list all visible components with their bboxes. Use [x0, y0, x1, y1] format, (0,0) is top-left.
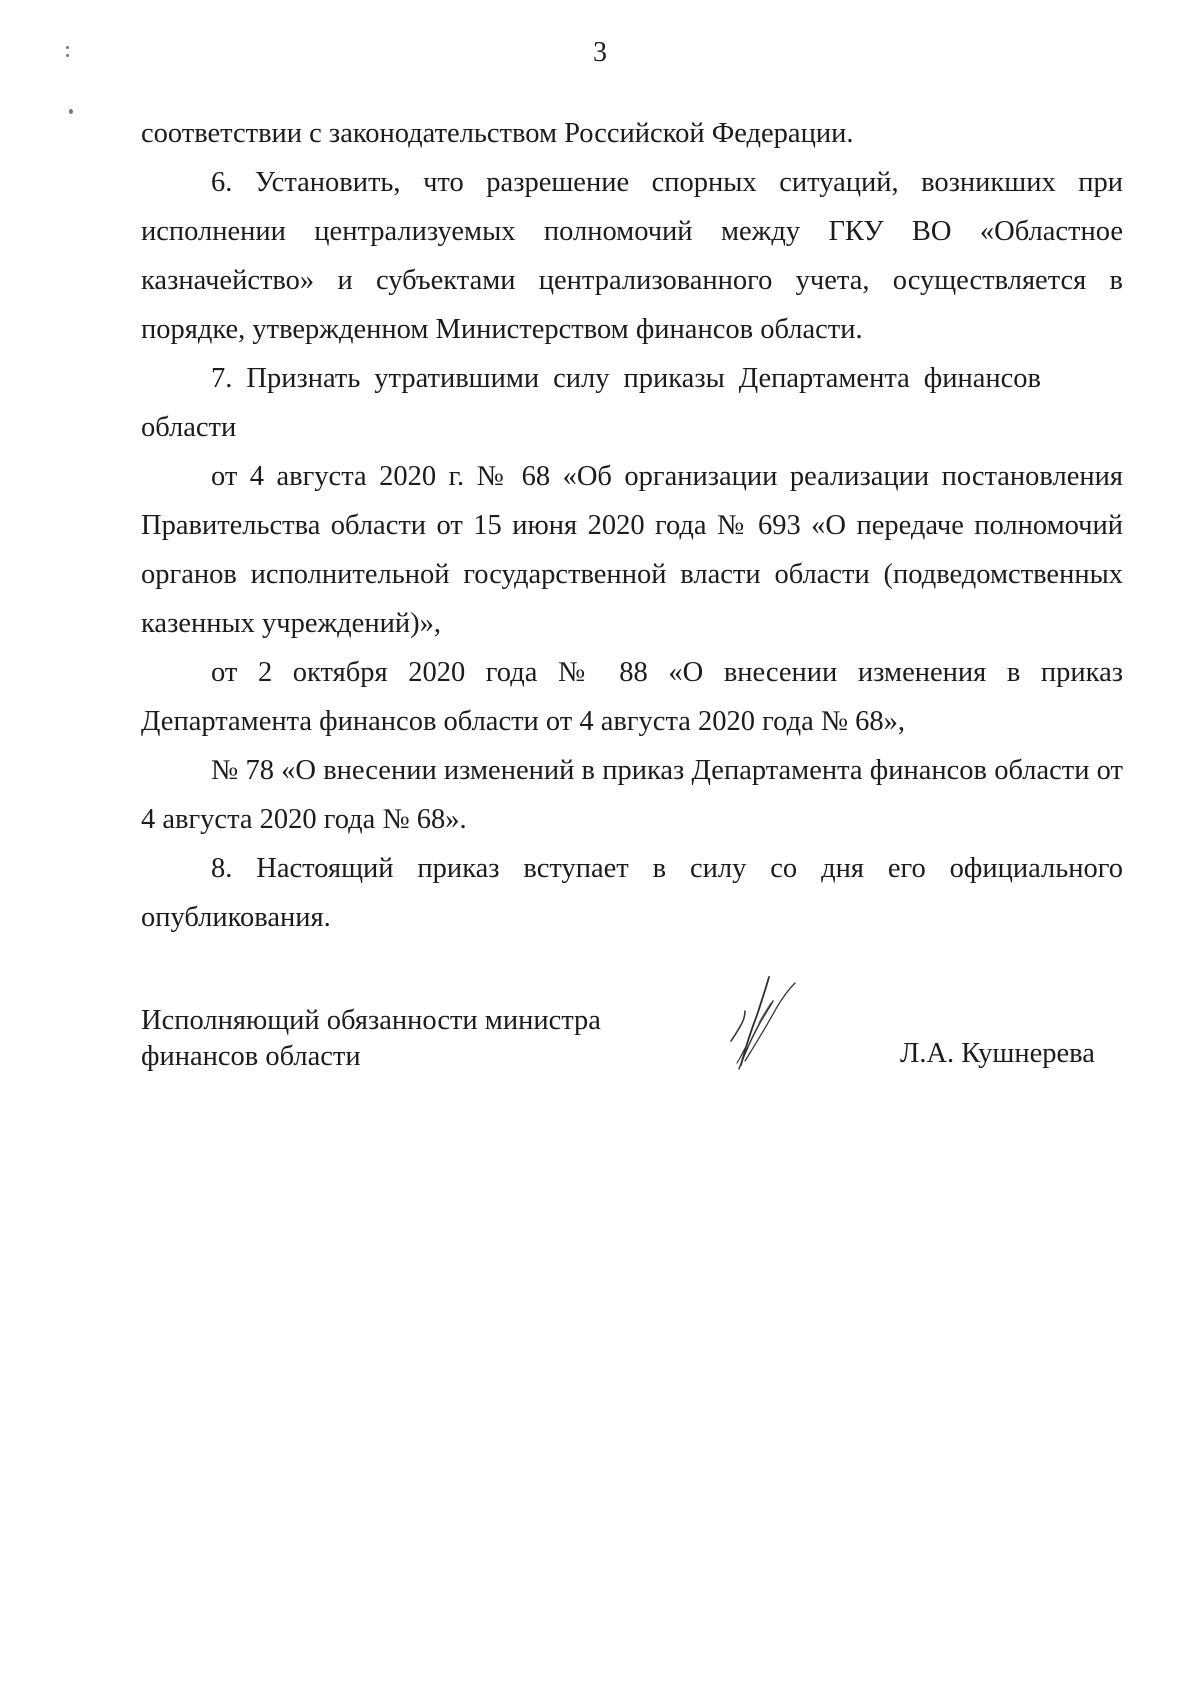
signatory-position [141, 1003, 601, 1075]
document-body [141, 109, 1123, 942]
paragraph-item-7: 7. Признать утратившими силу приказы Департамента финансов области [141, 363, 1041, 443]
scan-speck [69, 109, 73, 114]
paragraph-item-7-order-78: № 78 «О внесении изменений в приказ Департамента финансов области от 4 августа 2020 года № 68». [141, 755, 1123, 835]
paragraph-item-7-order-68: от 4 августа 2020 г. № 68 «Об организации реализации постановления Правительства области от 15 июня 2020 года № 693 «О передаче полномочий органов исполнительной государственной власти области (подведомственных казенных учреждений)», [141, 461, 1123, 639]
handwritten-signature [715, 965, 805, 1075]
paragraph-item-8: 8. Настоящий приказ вступает в силу со дня его официального опубликования. [141, 853, 1123, 933]
paragraph-item-6: 6. Установить, что разрешение спорных ситуаций, возникших при исполнении централизуемых полномочий между ГКУ ВО «Областное казначейство» и субъектами централизованного учета, осуществляется в порядке, утвержденном Министерством финансов области. [141, 167, 1123, 345]
paragraph-continuation: соответствии с законодательством Российской Федерации. [141, 118, 854, 149]
signatory-position-line-2: финансов области [141, 1041, 361, 1072]
signatory-position-line-1: Исполняющий обязанности министра [141, 1005, 601, 1036]
signer-name: Л.А. Кушнерева [900, 1038, 1095, 1069]
paragraph-item-7-order-88: от 2 октября 2020 года № 88 «О внесении изменения в приказ Департамента финансов области от 4 августа 2020 года № 68», [141, 657, 1123, 737]
page-number: 3 [593, 37, 607, 68]
